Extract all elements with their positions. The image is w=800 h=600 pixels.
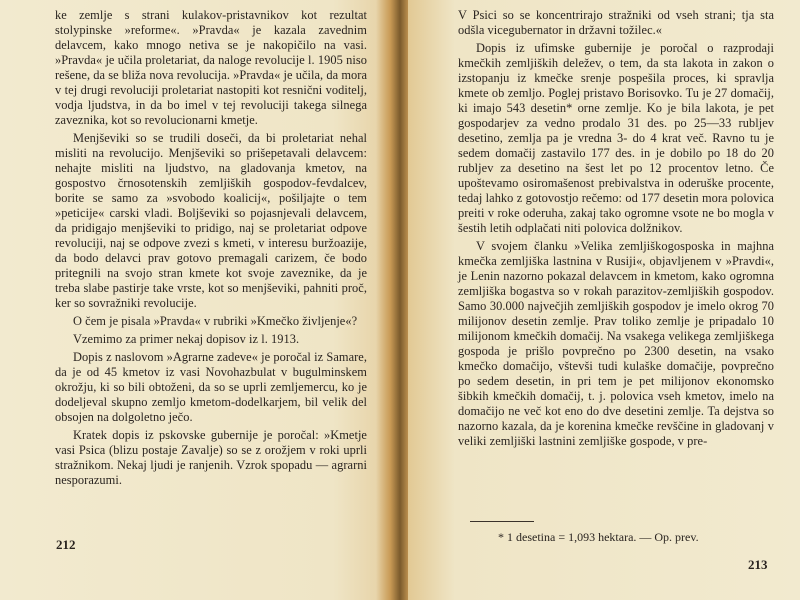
- paragraph: Vzemimo za primer nekaj dopisov iz l. 1913.: [73, 332, 300, 346]
- paragraph: V svojem članku »Velika zemljiškogosposka in majhna kmečka zemljiška lastnina v Rusiji«, objavljenem v »Pravdi«, je Lenin nazorno pokazal delavcem in kmetom, kako ogromna zemljiška bogastva so v rokah parazitov-zemljiških gospodov. Samo 30.000 največjih zemljiških gospodov je imelo okrog 70 milijonov desetin zemlje. Prav toliko zemlje je pripadalo 10 milijonom kmečkih domačij. Na vsakega velikega zemljiškega gospoda je prišlo povprečno po 2300 desetin, na vsako kmečko domačijo, vštevši tudi kulaške domačije, povprečno po sedem desetin, in pri tem je pet milijonov ekonomsko šibkih kmečkih domačij, t. j. polovica vseh kmetov, imelo na domačijo ne več kot eno do dve desetini zemlje. Ta dejstva so nazorno kazala, da je korenina kmečke revščine in gladovanj v veliki zemljiški lastnini zemljiške gospode, v pre-: [458, 239, 774, 448]
- left-page-text: [55, 8, 367, 488]
- paragraph: Kratek dopis iz pskovske gubernije je poročal: »Kmetje vasi Psica (blizu postaje Zavalje) so se z orožjem v roki uprli stražnikom. Nekaj ljudi je ranjenih. Vzrok spopadu — agrarni nesporazumi.: [55, 428, 367, 487]
- paragraph: Menjševiki so se trudili doseči, da bi proletariat nehal misliti na revolucijo. Menjševiki so prišepetavali delavcem: nehajte misliti na ljudstvo, na gladovanja kmetov, na gospostvo črnosotenskih zemljiških gospodov-fevdalcev, borite se samo za »svobodo koalicij«, pošiljajte o tem »peticije« carski vladi. Boljševiki so pojasnjevali delavcem, da pridigajo menjševiki to pridigo, naj se proletariat odpove revoluciji, naj se odpove zvezi s kmeti, v interesu buržoazije, da bodo delavci prav gotovo premagali carizem, če bodo pritegnili na svojo stran kmete kot svoje zaveznike, da je treba slabe pastirje take vrste, kot so menjševiki, pahniti proč, ker so sovražniki revolucije.: [55, 131, 367, 310]
- page-number: 212: [56, 537, 76, 552]
- left-page: [0, 0, 392, 600]
- footnote: * 1 desetina = 1,093 hektara. — Op. prev.: [498, 530, 699, 544]
- paragraph: Dopis iz ufimske gubernije je poročal o razprodaji kmečkih zemljiških deležev, o tem, da sta lakota in zakon o izstopanju iz kmečke srenje pospešila proces, ki spravlja kmete ob zemljo. Poglej pristavo Borisovko. Tu je 27 domačij, ki imajo 543 desetin* orne zemlje. Ko je bila lakota, je pet gospodarjev za vedno prodalo 31 des. po 25—33 rubljev desetino, zemlja pa je vredna 3- do 4 krat več. Ravno tu je sedem domačij zastavilo 177 des. in je dobilo po 18 do 20 rubljev za desetino na šest let po 12 procentov letno. Če upoštevamo osiromašenost prebivalstva in oderuške procente, tedaj lahko z gotovostjo rečemo: od 177 desetin mora polovica preiti v roke oderuha, zakaj tako ogromne vsote ne bo mogla v šestih letih odplačati niti polovica dolžnikov.: [458, 41, 774, 235]
- page-number: 213: [748, 557, 768, 572]
- right-page: [408, 0, 800, 600]
- paragraph: Dopis z naslovom »Agrarne zadeve« je poročal iz Samare, da je od 45 kmetov iz vasi Novohazbulat v bugulminskem okrožju, ki so bili obtoženi, da so se uprli zemljemercu, ko je dodeljeval skupno zemljo kmetom-dodelkarjem, bil velik del obsojen na dolgoletno ječo.: [55, 350, 367, 424]
- right-page-text: [458, 8, 774, 449]
- footnote-rule: [470, 521, 534, 522]
- paragraph: ke zemlje s strani kulakov-pristavnikov kot rezultat stolypinske »reforme«. »Pravda« je kazala zavednim delavcem, kako mnogo netiva se je nakopičilo na vasi. »Pravda« je učila proletariat, da naloge revolucije l. 1905 niso rešene, da se bliža nova revolucija. »Pravda« je učila, da mora v tej drugi revoluciji proletariat nastopiti kot resnični voditelj, vodja ljudstva, in da bo imel v tej revoluciji takega silnega zaveznika, kot so revolucionarni kmetje.: [55, 8, 367, 127]
- paragraph: V Psici so se koncentrirajo stražniki od vseh strani; tja sta odšla vicegubernator in državni tožilec.«: [458, 8, 774, 37]
- paragraph: O čem je pisala »Pravda« v rubriki »Kmečko življenje«?: [73, 314, 358, 328]
